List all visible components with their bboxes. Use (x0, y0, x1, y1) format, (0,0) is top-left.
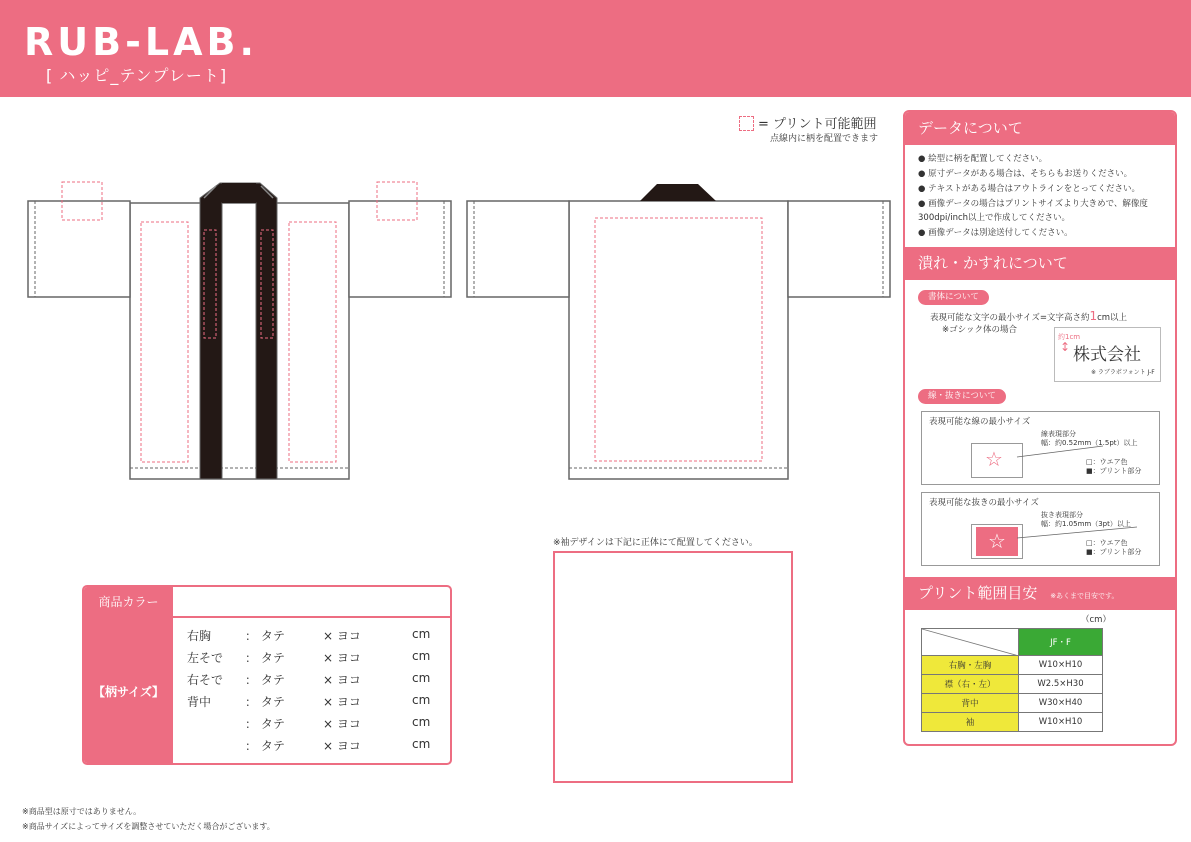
key-wear-color: □：ウエア色 (1086, 458, 1128, 466)
size-row-tate: ： タテ (245, 651, 285, 665)
size-row-unit: cm (412, 737, 431, 751)
info-panel (903, 110, 1177, 746)
size-row[interactable] (187, 693, 447, 713)
back-collar (640, 184, 716, 201)
guide-corner-cell (922, 629, 1019, 656)
product-color-field[interactable] (173, 587, 452, 617)
font-min-size-post: cm以上 (1097, 313, 1128, 323)
size-row-tate: ： タテ (245, 695, 285, 709)
font-pill: 書体について (918, 290, 989, 305)
data-item: ● テキストがある場合はアウトラインをとってください。 (918, 184, 1141, 194)
size-row-part: 左そで (187, 651, 224, 665)
line-min-title: 表現可能な線の最小サイズ (929, 417, 1031, 427)
size-row[interactable] (187, 649, 447, 669)
size-row[interactable] (187, 627, 447, 647)
footnote: ※商品サイズによってサイズを調整させていただく場合がございます。 (22, 822, 275, 831)
size-row-yoko: × ヨコ (323, 717, 361, 731)
print-area-legend-label: = プリント可能範囲 (758, 117, 877, 132)
cut-label-1: 抜き表現部分 (1041, 511, 1083, 519)
happi-front-view (28, 182, 451, 479)
sleeve-design-note: ※袖デザインは下記に正体にて配置してください。 (553, 538, 758, 548)
size-row-yoko: × ヨコ (323, 629, 361, 643)
print-area-legend-swatch (739, 116, 754, 131)
data-item: 300dpi/inch以上で作成してください。 (918, 213, 1071, 223)
guide-row (922, 656, 1103, 675)
guide-size-cell: W10×H10 (1019, 713, 1103, 732)
guide-header-row (922, 629, 1103, 656)
logo: RUB-LAB. (24, 20, 258, 64)
guide-part-cell: 袖 (922, 713, 1019, 732)
blur-section-title: 潰れ・かすれについて (905, 247, 1177, 280)
guide-size-cell: W2.5×H30 (1019, 675, 1103, 694)
star-outline-icon: ☆ (985, 447, 1003, 471)
guide-header-cell: JF・F (1019, 629, 1103, 656)
size-row-unit: cm (412, 671, 431, 685)
page-subtitle: [ ハッピ_テンプレート] (46, 66, 228, 85)
size-row-yoko: × ヨコ (323, 695, 361, 709)
data-item: ● 画像データの場合はプリントサイズより大きめで、解像度 (918, 199, 1148, 209)
front-left-sleeve (28, 201, 130, 297)
key-print-part (1086, 467, 1141, 476)
front-right-sleeve (349, 201, 451, 297)
font-sample-size: 約1cm (1058, 333, 1081, 341)
diagonal-line (922, 629, 1019, 656)
guide-note: ※あくまで目安です。 (1050, 592, 1119, 600)
size-row[interactable] (187, 737, 447, 757)
guide-part-cell: 背中 (922, 694, 1019, 713)
print-area-legend-note: 点線内に柄を配置できます (770, 134, 879, 144)
size-row-tate: ： タテ (245, 673, 285, 687)
size-row-tate: ： タテ (245, 717, 285, 731)
key-wear-color: □：ウエア色 (1086, 539, 1128, 547)
data-item: ● 絵型に柄を配置してください。 (918, 154, 1048, 164)
size-row-part: 右そで (187, 673, 224, 687)
size-row-unit: cm (412, 693, 431, 707)
guide-title: プリント範囲目安 (918, 584, 1038, 602)
key-print-label: ■：プリント部分 (1086, 467, 1142, 475)
back-left-sleeve (467, 201, 569, 297)
font-sample-name: ※ ラブラボフォント J-F (1091, 369, 1155, 376)
cut-min-title: 表現可能な抜きの最小サイズ (929, 498, 1039, 508)
pattern-size-form (82, 585, 452, 765)
back-right-sleeve (788, 201, 890, 297)
data-item: ● 画像データは別途送付してください。 (918, 228, 1073, 238)
size-row-part: 背中 (187, 695, 212, 709)
guide-row (922, 713, 1103, 732)
guide-size-cell: W10×H10 (1019, 656, 1103, 675)
size-row-yoko: × ヨコ (323, 651, 361, 665)
cut-label-2: 幅：約1.05mm（3pt）以上 (1041, 520, 1131, 528)
size-row-tate: ： タテ (245, 739, 285, 753)
guide-size-cell: W30×H40 (1019, 694, 1103, 713)
line-label-1: 線表現部分 (1041, 430, 1076, 438)
happi-garment-drawings (20, 170, 900, 490)
guide-section-title (905, 577, 1177, 610)
font-min-size-pre: 表現可能な文字の最小サイズ=文字高さ約 (930, 313, 1090, 323)
data-item: ● 原寸データがある場合は、そちらもお送りください。 (918, 169, 1133, 179)
footnote: ※商品型は原寸ではありません。 (22, 807, 142, 816)
font-note: ※ゴシック体の場合 (942, 325, 1017, 335)
size-row-yoko: × ヨコ (323, 673, 361, 687)
guide-table (921, 628, 1103, 732)
pattern-size-label: 【柄サイズ】 (84, 618, 173, 765)
size-arrow-icon: ↕ (1060, 340, 1071, 354)
line-label-2: 幅：約0.52mm（1.5pt）以上 (1041, 439, 1138, 447)
size-row-tate: ： タテ (245, 629, 285, 643)
guide-row (922, 694, 1103, 713)
guide-unit: （cm） (1081, 615, 1111, 625)
line-pill: 線・抜きについて (918, 389, 1006, 404)
size-row-yoko: × ヨコ (323, 739, 361, 753)
size-row-unit: cm (412, 649, 431, 663)
size-row-part: 右胸 (187, 629, 212, 643)
data-section-title: データについて (905, 112, 1177, 145)
size-row[interactable] (187, 671, 447, 691)
happi-back-view (467, 184, 890, 479)
size-row-unit: cm (412, 627, 431, 641)
guide-part-cell: 右胸・左胸 (922, 656, 1019, 675)
product-color-label: 商品カラー (84, 587, 173, 617)
font-sample-text: 株式会社 (1073, 345, 1141, 365)
guide-part-cell: 襟（右・左） (922, 675, 1019, 694)
size-row[interactable] (187, 715, 447, 735)
star-knockout-icon: ☆ (976, 527, 1018, 556)
key-print-part: ■：プリント部分 (1086, 548, 1142, 556)
font-min-size-num: 1 (1089, 309, 1098, 323)
size-row-unit: cm (412, 715, 431, 729)
sleeve-design-area[interactable] (553, 551, 793, 783)
guide-row (922, 675, 1103, 694)
